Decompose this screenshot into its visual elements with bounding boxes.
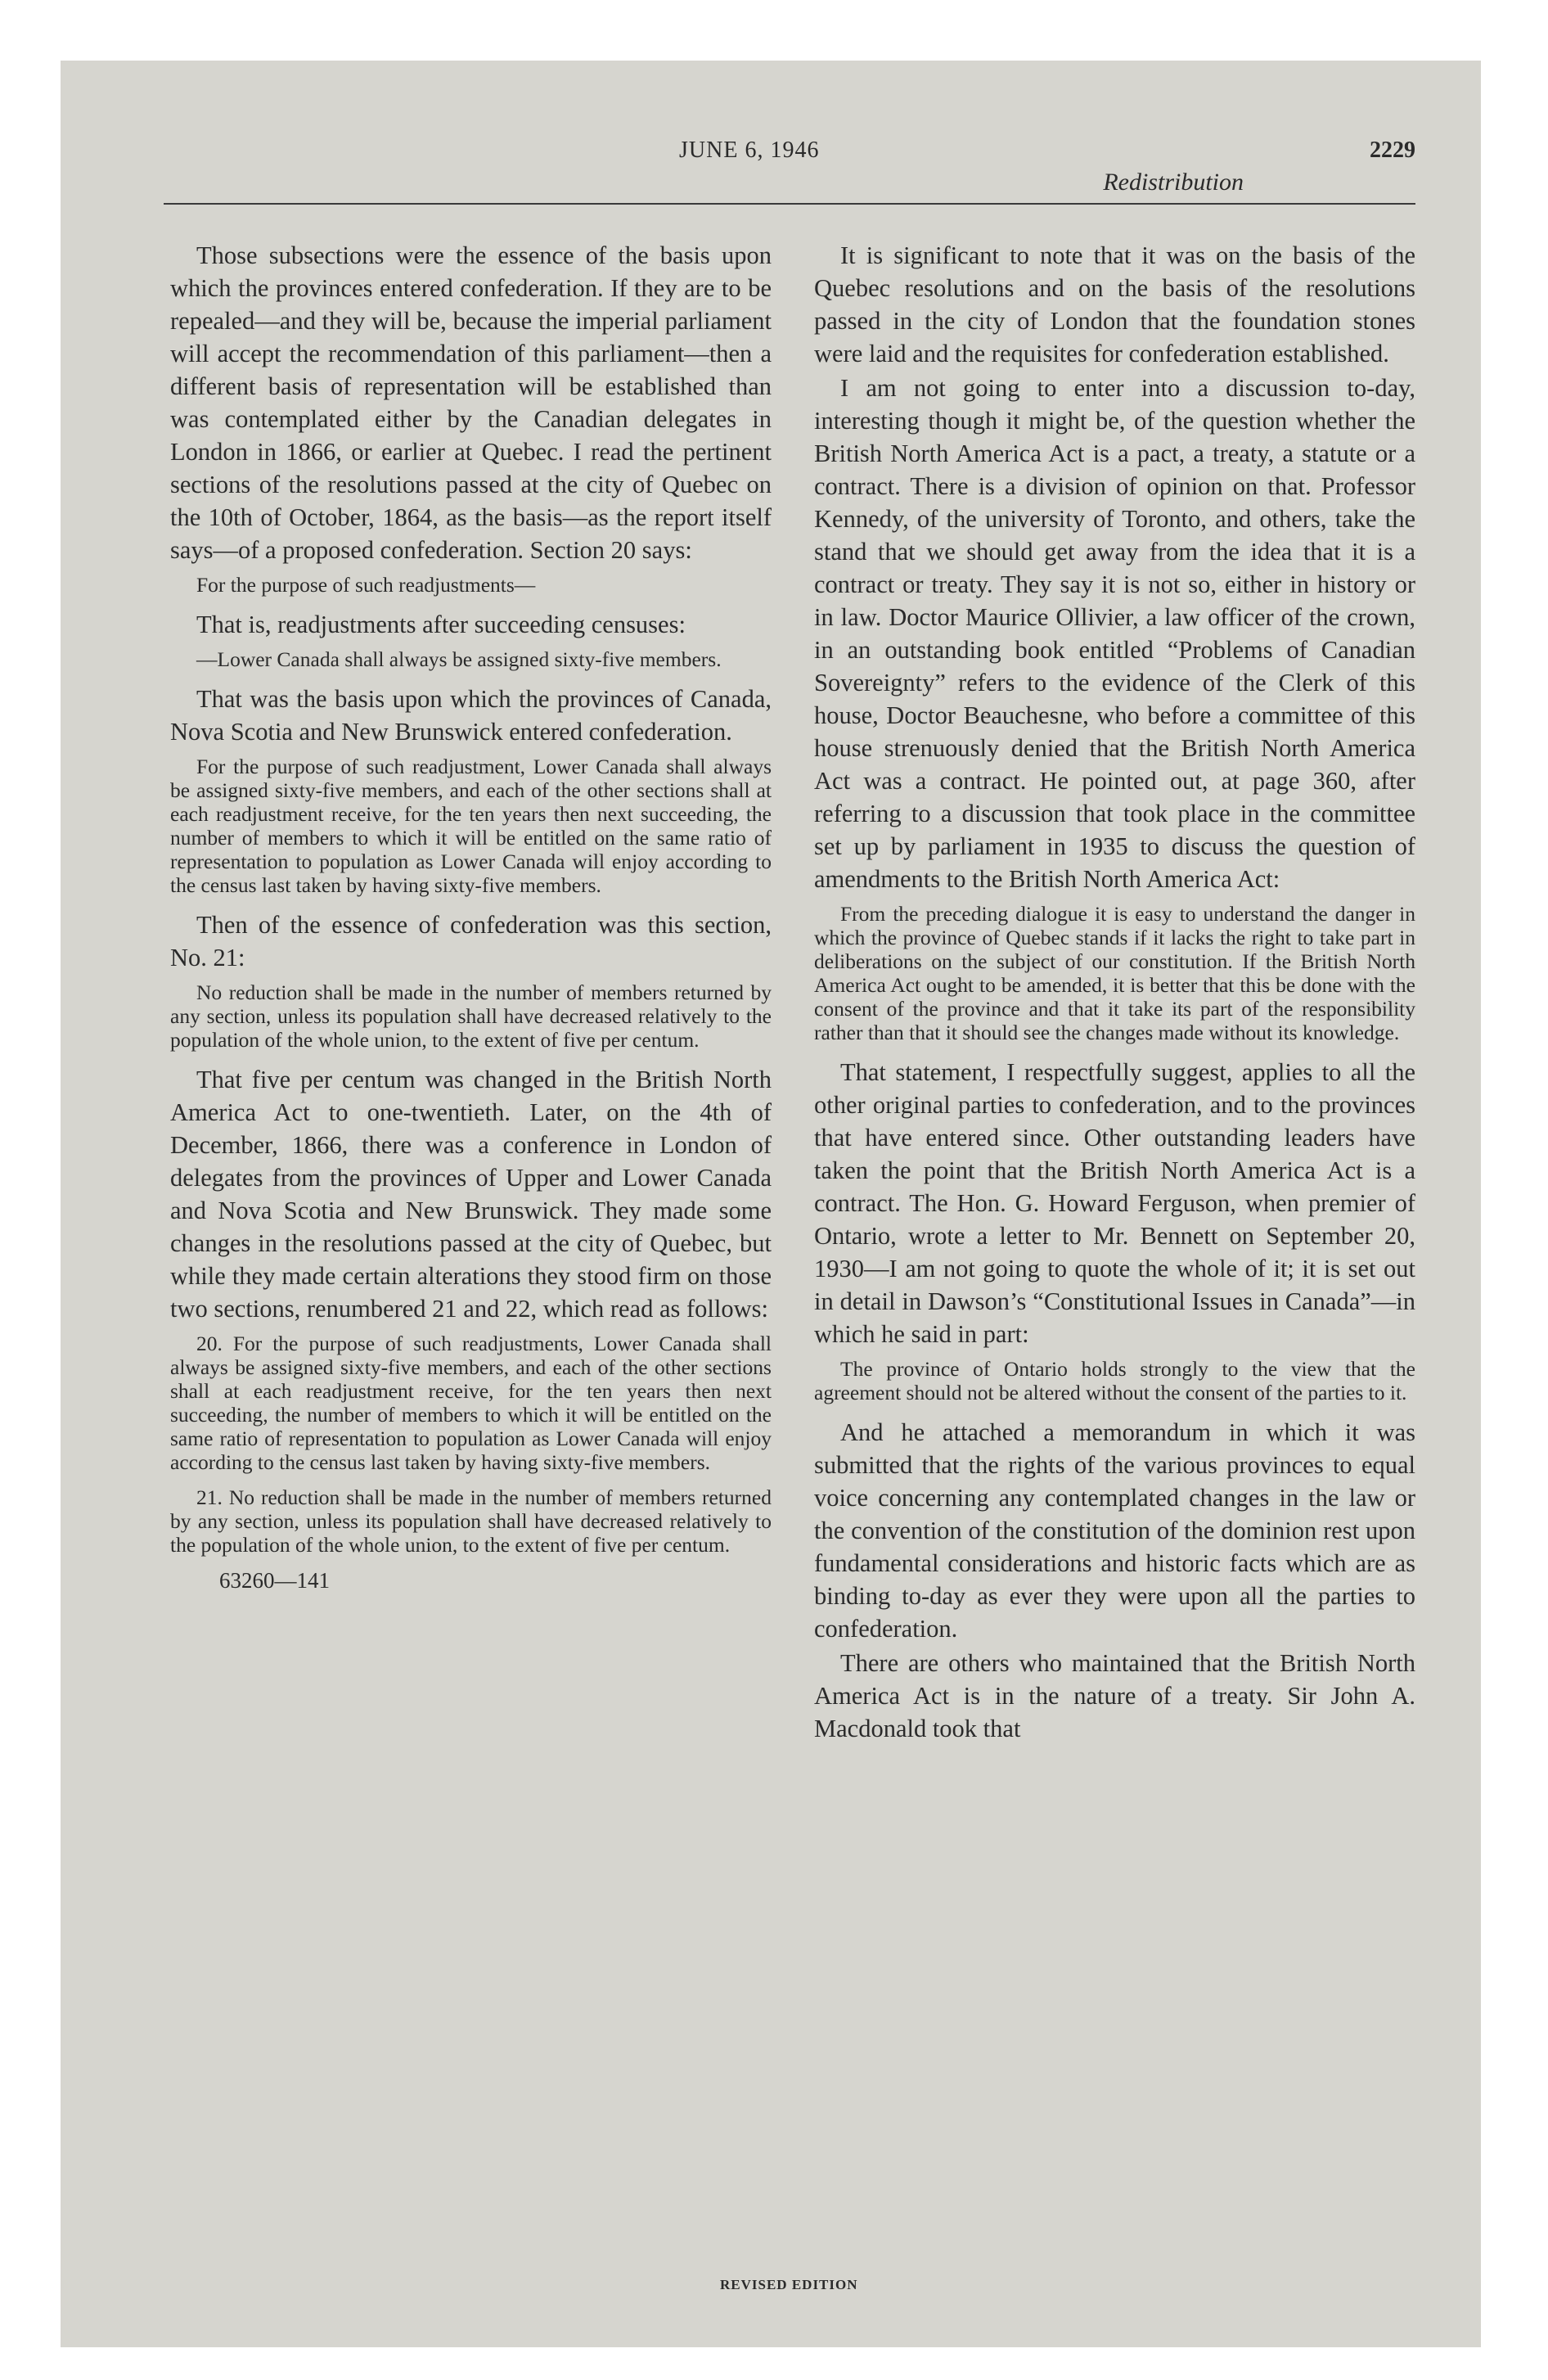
- paragraph: It is significant to note that it was on the basis of the Quebec resolutions and on the basis of the resolutions passed in the city of London that the foundation stones were laid and the requisites for confederation established.: [814, 241, 1415, 367]
- quotation: From the preceding dialogue it is easy to understand the danger in which the province of Quebec stands if it lacks the right to take part in deliberations on the subject of our constitution. If the British North America Act ought to be amended, it is better that this be done with the consent of the province and that it take its part of the responsibility rather than that it should see the changes made without its knowledge.: [814, 902, 1415, 1044]
- paragraph: Then of the essence of confederation was this section, No. 21:: [170, 911, 772, 971]
- paragraph: That statement, I respectfully suggest, applies to all the other original parties to confederation, and to the provinces that have entered since. Other outstanding leaders have taken the point that the British North America Act is a contract. The Hon. G. Howard Ferguson, when premier of Ontario, wrote a letter to Mr. Bennett on September 20, 1930—I am not going to quote the whole of it; it is set out in detail in Dawson’s “Constitutional Issues in Canada”—in which he said in part:: [814, 1058, 1415, 1348]
- paragraph: There are others who maintained that the British North America Act is in the nature of a treaty. Sir John A. Macdonald took that: [814, 1649, 1415, 1742]
- paragraph: I am not going to enter into a discussion to-day, interesting though it might be, of the question whether the British North America Act is a pact, a treaty, a statute or a contract. There is a division of opinion on that. Professor Kennedy, of the university of Toronto, and others, take the stand that we should get away from the idea that it is a contract or treaty. They say it is not so, either in history or in law. Doctor Maurice Ollivier, a law officer of the crown, in an outstanding book entitled “Problems of Canadian Sovereignty” refers to the evidence of the Clerk of this house, Doctor Beauchesne, who before a committee of this house strenuously denied that the British North America Act was a contract. He pointed out, at page 360, after referring to a discussion that took place in the committee set up by parliament in 1935 to discuss the question of amendments to the British North America Act:: [814, 374, 1415, 893]
- header-rule: [164, 203, 1415, 205]
- quotation: 20. For the purpose of such readjustments, Lower Canada shall always be assigned sixty-five members, and each of the other sections shall at each readjustment receive, for the ten years then next succeeding, the number of members to which it will be entitled on the same ratio of representation to population as Lower Canada will enjoy according to the census last taken by having sixty-five members.: [170, 1332, 772, 1474]
- paragraph: That was the basis upon which the provinces of Canada, Nova Scotia and New Brunswick entered confederation.: [170, 685, 772, 746]
- folio-number: 63260—141: [219, 1568, 330, 1593]
- paragraph: That is, readjustments after succeeding censuses:: [196, 611, 686, 638]
- quotation: For the purpose of such readjustment, Lower Canada shall always be assigned sixty-five members, and each of the other sections shall at each readjustment receive, for the ten years then next succeeding, the number of members to which it will be entitled on the same ratio of representation to population as Lower Canada will enjoy according to the census last taken by having sixty-five members.: [170, 755, 772, 897]
- paragraph: That five per centum was changed in the British North America Act to one-twentieth. Later, on the 4th of December, 1866, there was a conference in London of delegates from the provinces of Upper and Lower Canada and Nova Scotia and New Brunswick. They made some changes in the resolutions passed at the city of Quebec, but while they made certain alterations they stood firm on those two sections, renumbered 21 and 22, which read as follows:: [170, 1066, 772, 1323]
- header-date: JUNE 6, 1946: [679, 137, 820, 163]
- paragraph: And he attached a memorandum in which it was submitted that the rights of the various provinces to equal voice concerning any contemplated changes in the law or the convention of the constitution of the dominion rest upon fundamental considerations and historic facts which are as binding to-day as ever they were upon all the parties to confederation.: [814, 1418, 1415, 1643]
- right-column: [814, 239, 1415, 1747]
- page-header: [164, 134, 1415, 216]
- header-page-number: 2229: [1370, 137, 1415, 163]
- quotation: The province of Ontario holds strongly to the view that the agreement should not be altered without the consent of the parties to it.: [814, 1357, 1415, 1404]
- quotation: 21. No reduction shall be made in the number of members returned by any section, unless its population shall have decreased relatively to the population of the whole union, to the extent of five per centum.: [170, 1485, 772, 1557]
- paragraph: Those subsections were the essence of the basis upon which the provinces entered confederation. If they are to be repealed—and they will be, because the imperial parliament will accept the recommendation of this parliament—then a different basis of representation will be established than was contemplated either by the Canadian delegates in London in 1866, or earlier at Quebec. I read the pertinent sections of the resolutions passed at the city of Quebec on the 10th of October, 1864, as the basis—as the report itself says—of a proposed confederation. Section 20 says:: [170, 241, 772, 564]
- quotation: No reduction shall be made in the number of members returned by any section, unless its population shall have decreased relatively to the population of the whole union, to the extent of five per centum.: [170, 980, 772, 1052]
- header-section-title: Redistribution: [1103, 169, 1244, 196]
- left-column: [170, 239, 772, 1593]
- edition-label: REVISED EDITION: [720, 2277, 858, 2292]
- quotation: For the purpose of such readjustments—: [196, 573, 536, 597]
- quotation: —Lower Canada shall always be assigned sixty-five members.: [196, 647, 722, 671]
